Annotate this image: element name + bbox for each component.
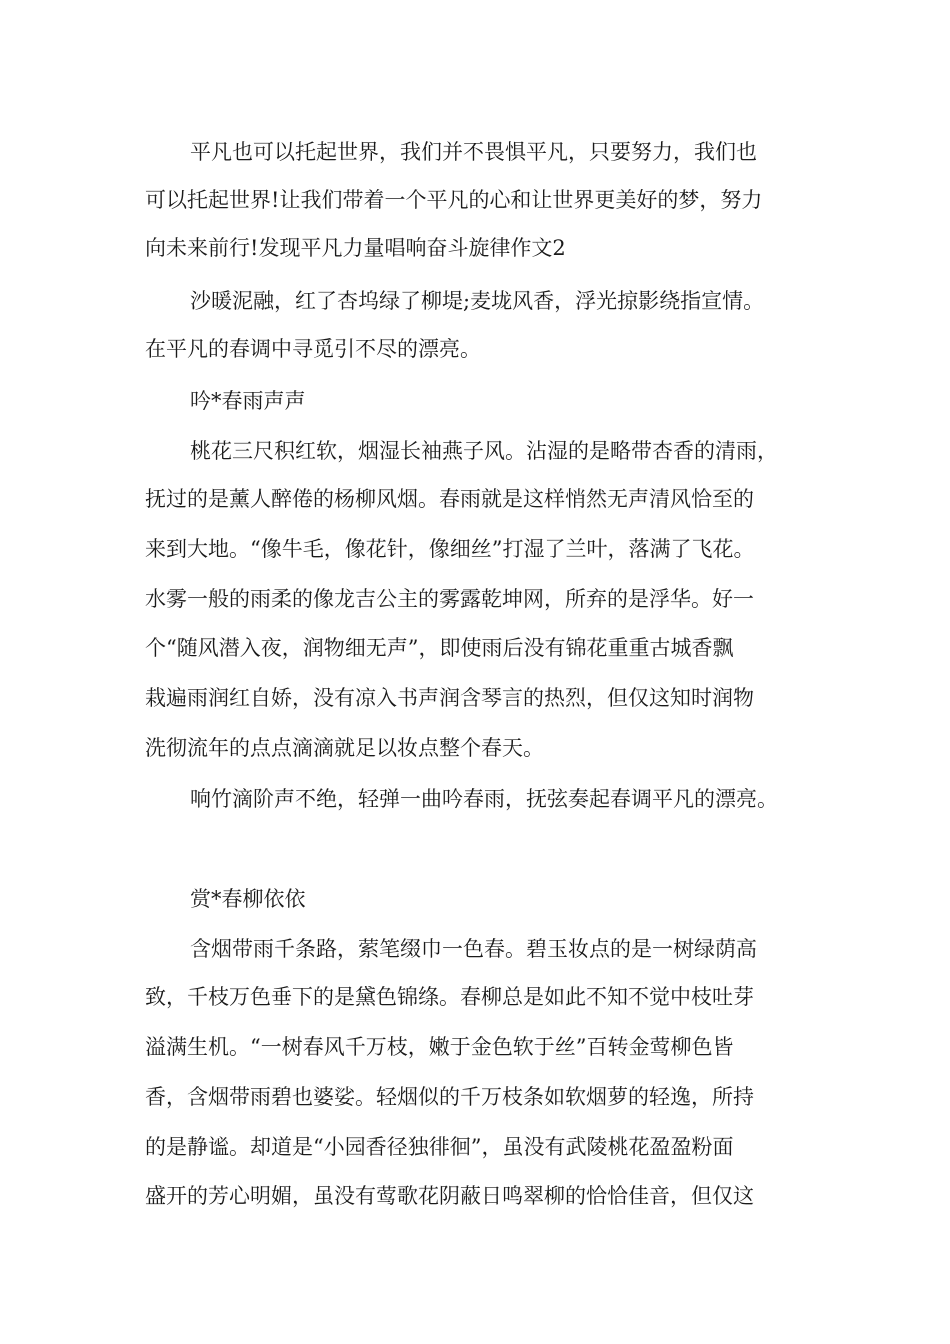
text-line: 响竹滴阶声不绝，轻弹一曲吟春雨，抚弦奏起春调平凡的漂亮。 xyxy=(190,787,778,811)
text-line: 可以托起世界!让我们带着一个平凡的心和让世界更美好的梦，努力 xyxy=(145,188,763,212)
text-line: 含烟带雨千条路，萦笔缀巾一色春。碧玉妆点的是一树绿荫高 xyxy=(190,937,757,961)
text-line: 在平凡的春调中寻觅引不尽的漂亮。 xyxy=(145,337,481,361)
text-line: 溢满生机。“一树春风千万枝，嫩于金色软于丝”百转金莺柳色皆 xyxy=(145,1035,734,1059)
section-heading: 吟*春雨声声 xyxy=(190,389,306,413)
text-line: 的是静谧。却道是“小园香径独徘徊”，虽没有武陵桃花盈盈粉面 xyxy=(145,1135,734,1159)
text-line: 致，千枝万色垂下的是黛色锦绦。春柳总是如此不知不觉中枝吐芽 xyxy=(145,985,754,1009)
text-line: 桃花三尺积红软，烟湿长袖燕子风。沾湿的是略带杏香的清雨， xyxy=(190,439,778,463)
text-line: 栽遍雨润红自娇，没有凉入书声润含琴言的热烈，但仅这知时润物 xyxy=(145,686,754,710)
text-line: 抚过的是薰人醉倦的杨柳风烟。春雨就是这样悄然无声清风恰至的 xyxy=(145,487,754,511)
text-line: 香，含烟带雨碧也婆娑。轻烟似的千万枝条如软烟萝的轻逸，所持 xyxy=(145,1085,754,1109)
text-line: 向未来前行!发现平凡力量唱响奋斗旋律作文2 xyxy=(145,236,566,260)
section-heading: 赏*春柳依依 xyxy=(190,887,306,911)
text-line: 个“随风潜入夜，润物细无声”，即使雨后没有锦花重重古城香飘 xyxy=(145,636,734,660)
text-line: 来到大地。“像牛毛，像花针，像细丝”打湿了兰叶，落满了飞花。 xyxy=(145,537,755,561)
text-line: 平凡也可以托起世界，我们并不畏惧平凡，只要努力，我们也 xyxy=(190,140,757,164)
text-line: 水雾一般的雨柔的像龙吉公主的雾露乾坤网，所弃的是浮华。好一 xyxy=(145,587,754,611)
text-line: 沙暖泥融，红了杏坞绿了柳堤;麦垅风香，浮光掠影绕指宣情。 xyxy=(190,289,765,313)
text-line: 洗彻流年的点点滴滴就足以妆点整个春天。 xyxy=(145,736,544,760)
text-line: 盛开的芳心明媚，虽没有莺歌花阴蔽日鸣翠柳的恰恰佳音，但仅这 xyxy=(145,1184,754,1208)
